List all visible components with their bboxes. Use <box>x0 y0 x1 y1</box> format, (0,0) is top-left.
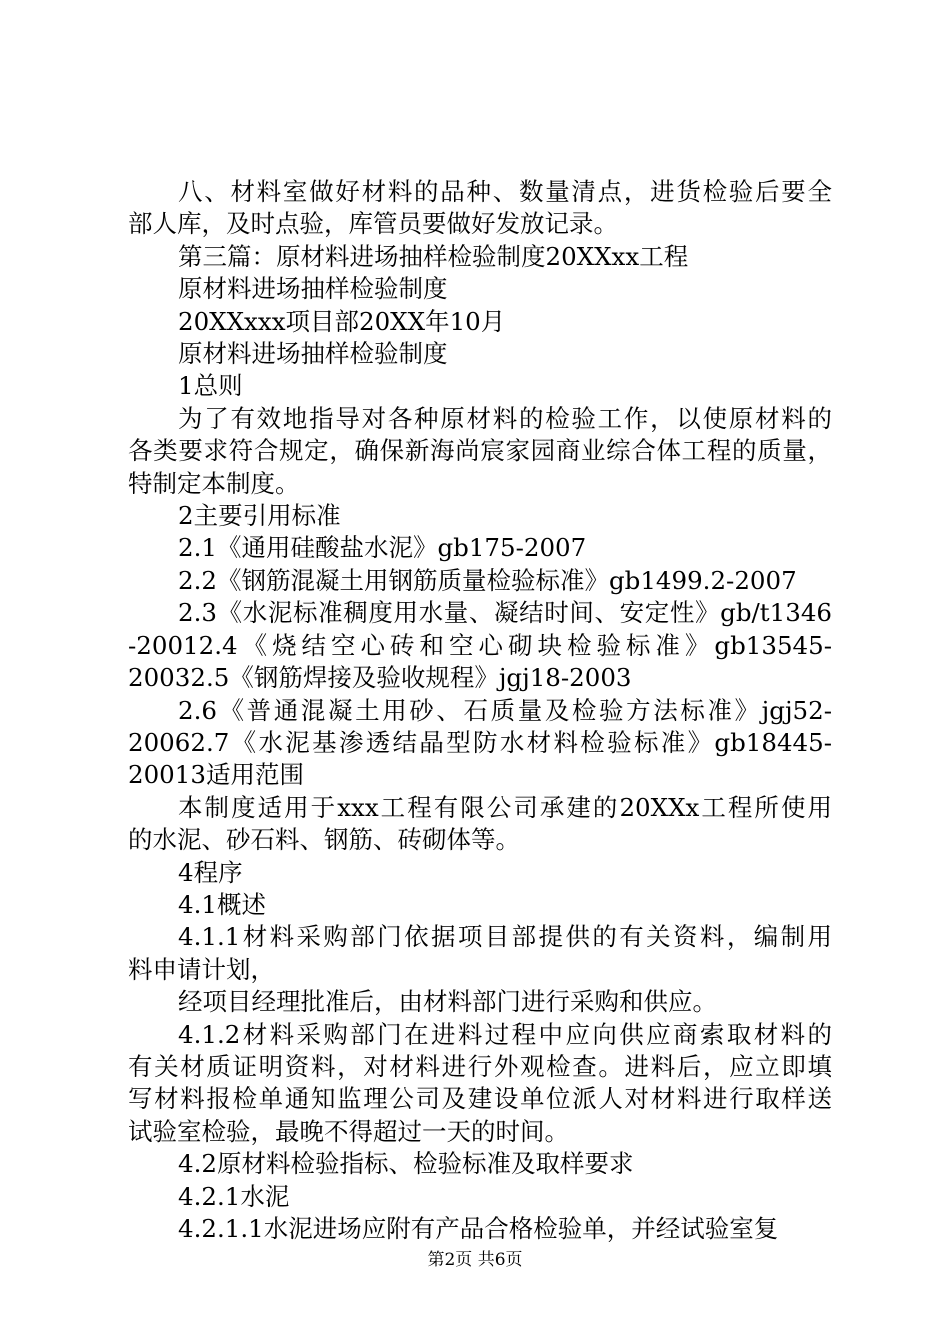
paragraph-line-first: 2.1《通用硅酸盐水泥》gb175-2007 <box>178 533 587 563</box>
paragraph-line-first: 4.2原材料检验指标、检验标准及取样要求 <box>178 1149 634 1179</box>
paragraph-line-first: 4.2.1水泥 <box>178 1181 290 1211</box>
paragraph-line-first: 2主要引用标准 <box>178 501 341 531</box>
paragraph-line-first: 4.1概述 <box>178 889 266 919</box>
paragraph-line-first: 2.3《水泥标准稠度用水量、凝结时间、安定性》gb/t1346 <box>178 598 832 628</box>
paragraph-line-first: 八、材料室做好材料的品种、数量清点，进货检验后要全 <box>178 177 832 206</box>
paragraph-line: 写材料报检单通知监理公司及建设单位派人对材料进行取样送 <box>128 1084 832 1114</box>
paragraph-line: 20062.7《水泥基渗透结晶型防水材料检验标准》gb18445- <box>128 727 832 757</box>
paragraph-line-first: 4.1.2材料采购部门在进料过程中应向供应商索取材料的 <box>178 1019 832 1049</box>
paragraph-line-first: 本制度适用于xxx工程有限公司承建的20XXx工程所使用 <box>178 792 832 822</box>
paragraph-line-first: 20XXxxx项目部20XX年10月 <box>178 306 506 336</box>
paragraph-line: 料申请计划， <box>128 954 275 984</box>
paragraph-line: 试验室检验，最晚不得超过一天的时间。 <box>128 1116 569 1146</box>
paragraph-line: -20012.4《烧结空心砖和空心砌块检验标准》gb13545- <box>128 630 832 660</box>
document-body <box>128 176 832 1245</box>
paragraph-line-first: 2.6《普通混凝土用砂、石质量及检验方法标准》jgj52- <box>178 695 832 725</box>
paragraph-line-first: 2.2《钢筋混凝土用钢筋质量检验标准》gb1499.2-2007 <box>178 565 797 595</box>
paragraph-line: 有关材质证明资料，对材料进行外观检查。进料后，应立即填 <box>128 1051 832 1081</box>
paragraph-line-first: 为了有效地指导对各种原材料的检验工作，以使原材料的 <box>178 403 832 433</box>
paragraph-line: 部人库，及时点验，库管员要做好发放记录。 <box>128 209 618 239</box>
paragraph-line-first: 经项目经理批准后，由材料部门进行采购和供应。 <box>178 987 717 1017</box>
paragraph-line-first: 4.2.1.1水泥进场应附有产品合格检验单，并经试验室复 <box>178 1214 779 1243</box>
paragraph-line-first: 原材料进场抽样检验制度 <box>178 274 448 304</box>
paragraph-line-first: 原材料进场抽样检验制度 <box>178 339 448 369</box>
paragraph-line-first: 第三篇：原材料进场抽样检验制度20XXxx工程 <box>178 241 689 271</box>
page-footer: 第2页 共6页 <box>427 1250 523 1270</box>
paragraph-line: 20032.5《钢筋焊接及验收规程》jgj18-2003 <box>128 663 632 693</box>
paragraph-line: 的水泥、砂石料、钢筋、砖砌体等。 <box>128 825 520 855</box>
paragraph-line: 各类要求符合规定，确保新海尚宸家园商业综合体工程的质量， <box>128 436 832 466</box>
paragraph-line-first: 4.1.1材料采购部门依据项目部提供的有关资料，编制用 <box>178 922 832 952</box>
paragraph-line-first: 1总则 <box>178 371 243 401</box>
paragraph-line: 特制定本制度。 <box>128 468 300 498</box>
paragraph-line: 20013适用范围 <box>128 760 304 790</box>
paragraph-line-first: 4程序 <box>178 857 243 887</box>
